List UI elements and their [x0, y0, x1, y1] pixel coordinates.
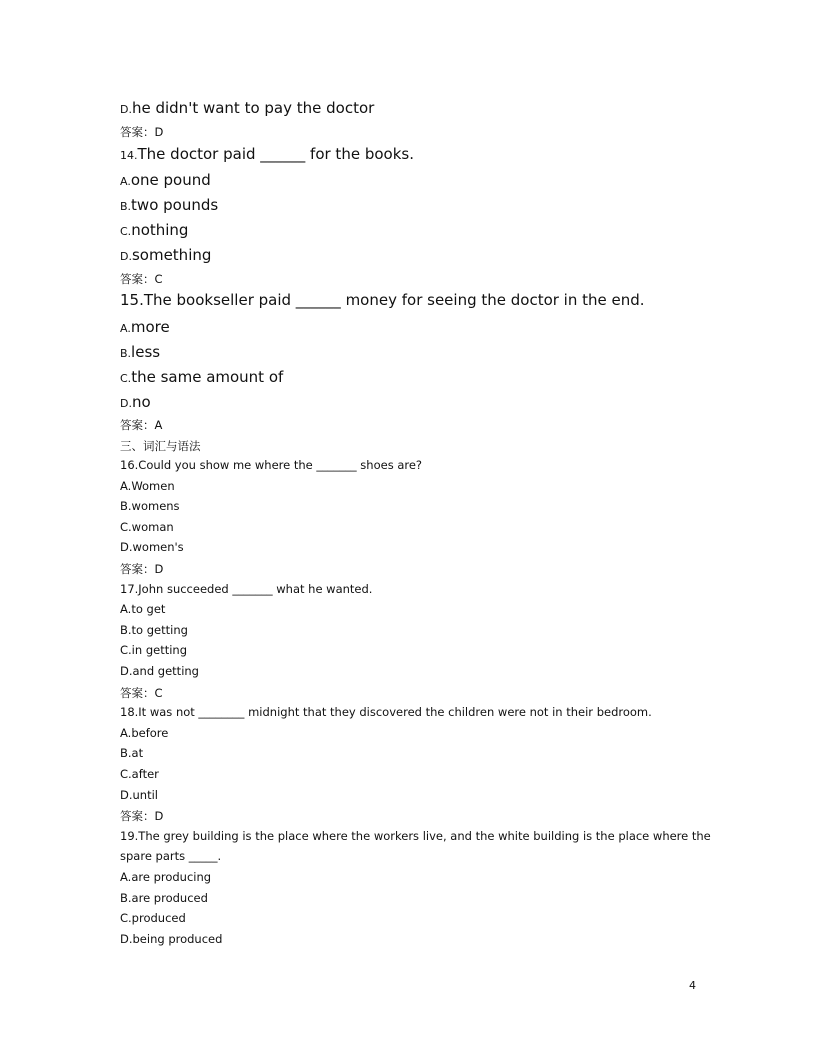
- question-16: 16.Could you show me where the _______ shoes are?: [120, 458, 423, 472]
- answer-line: 答案：D: [120, 562, 164, 576]
- section-heading: 三、词汇与语法: [120, 439, 201, 453]
- option-d: D.being produced: [120, 932, 223, 946]
- answer-line: 答案：D: [120, 809, 164, 823]
- question-18: 18.It was not ________ midnight that they discovered the children were not in their bedroom.: [120, 705, 652, 719]
- question-19-continued: spare parts _____.: [120, 849, 222, 863]
- option-d: D.and getting: [120, 664, 199, 678]
- option-d: D.until: [120, 788, 158, 802]
- option-a: A.before: [120, 726, 169, 740]
- option-c: C.nothing: [120, 221, 189, 239]
- answer-line: 答案：D: [120, 125, 164, 139]
- question-17: 17.John succeeded _______ what he wanted.: [120, 582, 373, 596]
- option-b: B.two pounds: [120, 196, 219, 214]
- answer-line: 答案：A: [120, 418, 163, 432]
- option-a: A.one pound: [120, 171, 211, 189]
- option-c: C.woman: [120, 520, 174, 534]
- option-c: C.after: [120, 767, 159, 781]
- option-d: D.he didn't want to pay the doctor: [120, 99, 375, 117]
- option-c: C.in getting: [120, 643, 188, 657]
- option-b: B.to getting: [120, 623, 188, 637]
- option-a: A.more: [120, 318, 170, 336]
- answer-line: 答案：C: [120, 686, 163, 700]
- option-b: B.are produced: [120, 891, 208, 905]
- option-d: D.women's: [120, 540, 184, 554]
- option-a: A.are producing: [120, 870, 212, 884]
- option-d: D.no: [120, 393, 151, 411]
- option-b: B.at: [120, 746, 144, 760]
- option-b: B.womens: [120, 499, 180, 513]
- question-19: 19.The grey building is the place where the workers live, and the white building is the place where the: [120, 829, 711, 843]
- option-d: D.something: [120, 246, 212, 264]
- question-14: 14.The doctor paid ______ for the books.: [120, 145, 414, 163]
- page-number: 4: [689, 979, 696, 992]
- option-c: C.the same amount of: [120, 368, 284, 386]
- option-c: C.produced: [120, 911, 186, 925]
- option-b: B.less: [120, 343, 161, 361]
- option-a: A.Women: [120, 479, 175, 493]
- answer-line: 答案：C: [120, 272, 163, 286]
- option-a: A.to get: [120, 602, 166, 616]
- question-15: 15.The bookseller paid ______ money for seeing the doctor in the end.: [120, 291, 645, 309]
